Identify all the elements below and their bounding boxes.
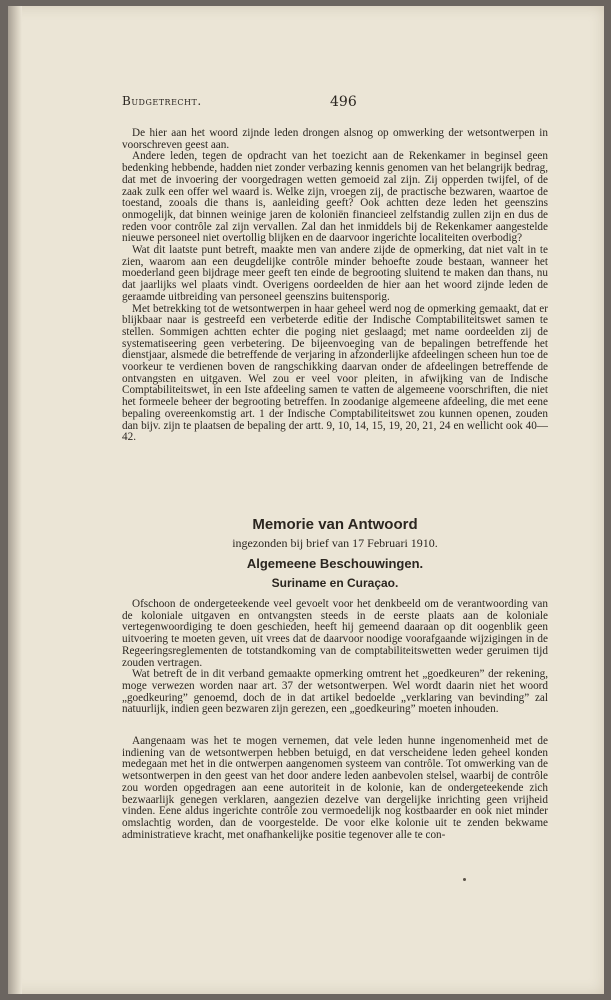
verslag-section xyxy=(122,128,548,444)
running-header xyxy=(114,94,568,114)
paragraph: Aangenaam was het te mogen vernemen, dat vele leden hunne ingenomenheid met de indiening van de wetsontwerpen hebben betuigd, en dat verscheidene leden geheel konden medegaan met het in die ontwerpen aangenomen systeem van contrôle. Tot omwerking van de wetsontwerpen in den geest van het door andere leden aanbevolen stelsel, waarbij de contrôle zou worden opgedragen aan eene autoriteit in de kolonie, kan de ondergeteekende zich bezwaarlijk genegen verklaren, aangezien dezelve van dergelijke inrichting geen vrijheid vinden. Eene aldus ingerichte contrôle zou vermoedelijk nog kostbaarder en ook niet minder omslachtig worden, dan de voorgestelde. De voor elke kolonie uit te zenden bekwame administratieve kracht, met onafhankelijke positie tegenover alle te con- xyxy=(122,735,548,841)
running-title: Budgetrecht. xyxy=(122,94,202,108)
paragraph: Wat betreft de in dit verband gemaakte opmerking omtrent het „goedkeuren” der rekening, moge verwezen worden naar art. 37 der wetsontwerpen. Wel wordt daarin niet het woord „goedkeuring” genoemd, doch de in dat artikel bedoelde „verklaring van bevinding” zal natuurlijk, indien geen bezwaren zijn gerezen, een „goedkeuring” moeten inhouden. xyxy=(122,668,548,716)
ink-speck xyxy=(463,878,466,881)
memorie-body-continued xyxy=(122,736,548,841)
memorie-body xyxy=(122,599,548,716)
page-number: 496 xyxy=(330,94,357,110)
paragraph: Ofschoon de ondergeteekende veel gevoelt voor het denkbeeld om de verantwoording van de koloniale uitgaven en ontvangsten steeds in de eerste plaats aan de koloniale vertegenwoordiging te doen geschieden, heeft hij gemeend daaraan op dit oogenblik geen uitvoering te moeten geven, uit vrees dat de daarvoor noodige voorafgaande wijzigingen in de Regeeringsreglementen de totstandkoming van de comptabiliteitswetten weder geruimen tijd zouden vertragen. xyxy=(122,598,548,669)
paragraph: Andere leden, tegen de opdracht van het toezicht aan de Rekenkamer in beginsel geen bedenking hebbende, hadden niet zonder verbazing kennis genomen van het belangrijk bedrag, dat met de invoering der voorgedragen wetten gemoeid zal zijn. Zij opperden twijfel, of de zaak zulk een offer wel waard is. Welke zijn, vroegen zij, de practische bezwaren, waartoe de toestand, zooals die thans is, aanleiding geeft? Ook achtten deze leden het geenszins onmogelijk, dat binnen weinige jaren de koloniën financieel zelfstandig zullen zijn en dus de reden voor contrôle zal zijn vervallen. Zal dan het inmiddels bij de Rekenkamer aangestelde nieuwe personeel niet overtollig blijken en de daarvoor ingerichte localiteiten overbodig? xyxy=(122,150,548,245)
heading-algemeene-beschouwingen: Algemeene Beschouwingen. xyxy=(246,556,424,571)
page-spine-shadow xyxy=(8,6,22,994)
heading-suriname-curacao: Suriname en Curaçao. xyxy=(271,576,399,590)
memorie-title: Memorie van Antwoord xyxy=(252,516,418,533)
paragraph: Met betrekking tot de wetsontwerpen in haar geheel werd nog de opmerking gemaakt, dat er blijkbaar naar is gestreefd een verbeterde editie der Indische Comptabiliteitswet samen te stellen. Sommigen achtten echter die poging niet geslaagd; met name oordeelden zij de systematiseering geen verbetering. De bijeenvoeging van de bepalingen betreffende het dienstjaar, alsmede die betreffende de verjaring in afzonderlijke afdeelingen scheen hun toe de voorkeur te verdienen boven de rangschikking daarvan onder de afdeelingen betreffende de ontvangsten en uitgaven. Wel zou er veel voor pleiten, in afwijking van de Indische Comptabiliteitswet, in een Iste afdeeling samen te vatten de algemeene voorschriften, die niet het formeele beheer der begrooting betreffen. In zoodanige algemeene afdeeling, die met eene bepaling overeenkomstig art. 1 der Indische Comptabiliteitswet zou kunnen openen, zouden dan bijv. zijn te plaatsen de bepaling der artt. 9, 10, 14, 15, 19, 20, 21, 24 en wellicht ook 40—42. xyxy=(122,302,548,444)
paragraph: De hier aan het woord zijnde leden drongen alsnog op omwerking der wetsontwerpen in voorschreven geest aan. xyxy=(122,127,548,151)
book-page xyxy=(8,6,604,994)
memorie-subtitle: ingezonden bij brief van 17 Februari 1910. xyxy=(232,536,438,550)
paragraph: Wat dit laatste punt betreft, maakte men van andere zijde de opmerking, dat niet valt in te zien, waarom aan een deugdelijke contrôle minder behoefte zoude bestaan, wanneer het moederland geen bijdrage meer geeft ten einde de begrooting sluitend te maken dan thans, nu dat jaarlijks wel plaats vindt. Overigens oordeelden de hier aan het woord zijnde leden de geraamde uitbreiding van personeel geenszins buitensporig. xyxy=(122,244,548,303)
